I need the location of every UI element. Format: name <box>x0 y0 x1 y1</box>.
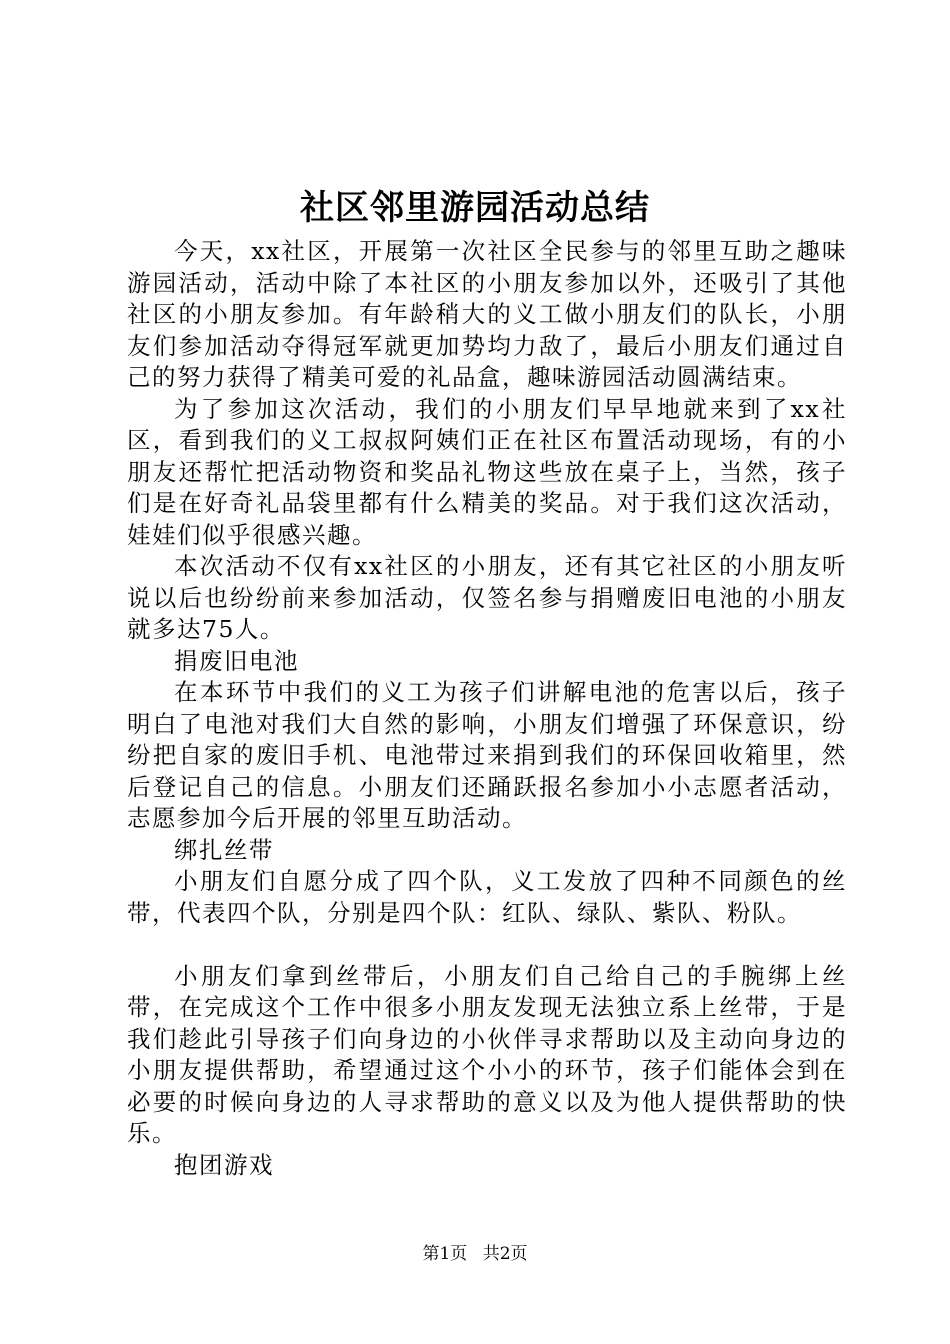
section-heading-hug-game: 抱团游戏 <box>174 1150 274 1179</box>
paragraph-participants: 本次活动不仅有xx社区的小朋友，还有其它社区的小朋友听说以后也纷纷前来参加活动，仅签名参与捐赠废旧电池的小朋友就多达75人。 <box>127 552 847 643</box>
document-body <box>127 236 847 1181</box>
section-heading-battery: 捐废旧电池 <box>174 646 299 675</box>
paragraph-intro: 今天，xx社区，开展第一次社区全民参与的邻里互助之趣味游园活动，活动中除了本社区的小朋友参加以外，还吸引了其他社区的小朋友参加。有年龄稍大的义工做小朋友们的队长，小朋友们参加活动夺得冠军就更加势均力敌了，最后小朋友们通过自己的努力获得了精美可爱的礼品盒，趣味游园活动圆满结束。 <box>127 237 847 391</box>
paragraph-ribbon-help: 小朋友们拿到丝带后，小朋友们自己给自己的手腕绑上丝带，在完成这个工作中很多小朋友发现无法独立系上丝带，于是我们趁此引导孩子们向身边的小伙伴寻求帮助以及主动向身边的小朋友提供帮助，希望通过这个小小的环节，孩子们能体会到在必要的时候向身边的人寻求帮助的意义以及为他人提供帮助的快乐。 <box>127 961 847 1147</box>
paragraph-arrival: 为了参加这次活动，我们的小朋友们早早地就来到了xx社区，看到我们的义工叔叔阿姨们正在社区布置活动现场，有的小朋友还帮忙把活动物资和奖品礼物这些放在桌子上，当然，孩子们是在好奇礼品袋里都有什么精美的奖品。对于我们这次活动，娃娃们似乎很感兴趣。 <box>127 394 847 549</box>
section-heading-ribbon: 绑扎丝带 <box>174 835 274 864</box>
paragraph-ribbon-teams: 小朋友们自愿分成了四个队，义工发放了四种不同颜色的丝带，代表四个队，分别是四个队：红队、绿队、紫队、粉队。 <box>127 867 847 927</box>
page-number-current: 第1页 <box>422 1244 468 1264</box>
page-footer <box>0 1242 950 1266</box>
blank-line <box>127 929 847 961</box>
document-title: 社区邻里游园活动总结 <box>300 188 650 228</box>
page-number-total: 共2页 <box>482 1244 528 1264</box>
paragraph-battery: 在本环节中我们的义工为孩子们讲解电池的危害以后，孩子明白了电池对我们大自然的影响，小朋友们增强了环保意识，纷纷把自家的废旧手机、电池带过来捐到我们的环保回收箱里，然后登记自己的信息。小朋友们还踊跃报名参加小小志愿者活动，志愿参加今后开展的邻里互助活动。 <box>127 678 847 832</box>
